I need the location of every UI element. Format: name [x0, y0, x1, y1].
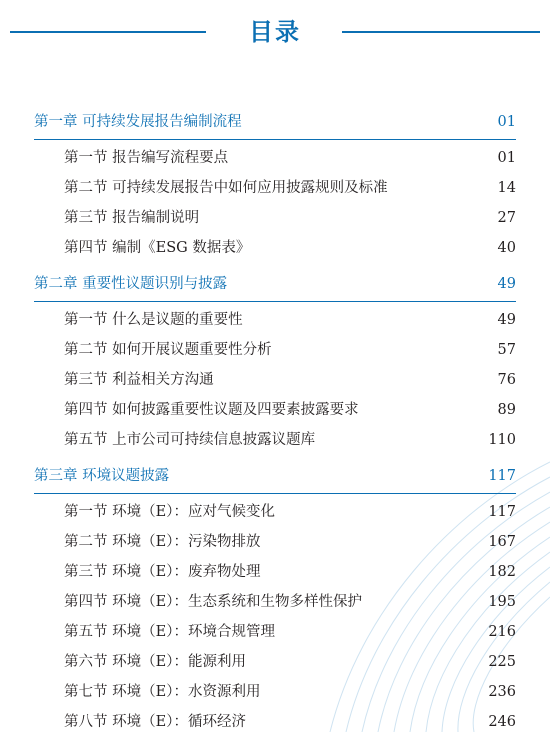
page-title: 目录 [249, 18, 301, 46]
section-title: 第八节 环境（E）：循环经济 [64, 714, 246, 730]
section-page-number: 110 [488, 432, 516, 448]
section-page-number: 117 [488, 504, 516, 520]
section-title: 第三节 利益相关方沟通 [64, 372, 214, 388]
section-page-number: 01 [497, 150, 516, 166]
section-title: 第二节 环境（E）：污染物排放 [64, 534, 261, 550]
section-page-number: 57 [497, 342, 516, 358]
section-title: 第二节 可持续发展报告中如何应用披露规则及标准 [64, 180, 388, 196]
section-page-number: 182 [488, 564, 516, 580]
section-title: 第四节 如何披露重要性议题及四要素披露要求 [64, 402, 359, 418]
toc-header [0, 16, 550, 48]
section-title: 第六节 环境（E）：能源利用 [64, 654, 246, 670]
section-title: 第一节 报告编写流程要点 [64, 150, 229, 166]
section-title: 第二节 如何开展议题重要性分析 [64, 342, 272, 358]
section-page-number: 49 [497, 312, 516, 328]
chapter-title: 第三章 环境议题披露 [34, 468, 170, 484]
section-page-number: 195 [488, 594, 516, 610]
section-page-number: 167 [488, 534, 516, 550]
section-page-number: 225 [488, 654, 516, 670]
toc-section-row[interactable] [34, 233, 516, 263]
chapter-divider [34, 301, 516, 302]
toc-section-row[interactable] [34, 365, 516, 395]
chapter-divider [34, 493, 516, 494]
header-rule-right [342, 31, 540, 33]
section-page-number: 27 [497, 210, 516, 226]
section-title: 第五节 环境（E）：环境合规管理 [64, 624, 275, 640]
toc-section-row[interactable] [34, 557, 516, 587]
section-page-number: 216 [488, 624, 516, 640]
section-title: 第四节 环境（E）：生态系统和生物多样性保护 [64, 594, 362, 610]
chapter-title: 第二章 重要性议题识别与披露 [34, 276, 228, 292]
section-page-number: 246 [488, 714, 516, 730]
toc-section-row[interactable] [34, 587, 516, 617]
table-of-contents [34, 107, 516, 737]
toc-section-row[interactable] [34, 677, 516, 707]
toc-section-row[interactable] [34, 617, 516, 647]
toc-chapter-row[interactable] [34, 107, 516, 137]
toc-chapter-row[interactable] [34, 461, 516, 491]
toc-section-row[interactable] [34, 305, 516, 335]
toc-section-row[interactable] [34, 395, 516, 425]
section-page-number: 14 [497, 180, 516, 196]
toc-section-row[interactable] [34, 203, 516, 233]
toc-section-row[interactable] [34, 647, 516, 677]
section-page-number: 40 [497, 240, 516, 256]
section-title: 第七节 环境（E）：水资源利用 [64, 684, 261, 700]
chapter-page-number: 49 [497, 276, 516, 292]
chapter-page-number: 01 [497, 114, 516, 130]
toc-section-row[interactable] [34, 527, 516, 557]
toc-section-row[interactable] [34, 143, 516, 173]
chapter-title: 第一章 可持续发展报告编制流程 [34, 114, 242, 130]
toc-section-row[interactable] [34, 335, 516, 365]
section-page-number: 89 [497, 402, 516, 418]
section-title: 第一节 什么是议题的重要性 [64, 312, 243, 328]
toc-chapter-row[interactable] [34, 269, 516, 299]
section-title: 第一节 环境（E）：应对气候变化 [64, 504, 275, 520]
section-page-number: 236 [488, 684, 516, 700]
toc-section-row[interactable] [34, 707, 516, 737]
toc-section-row[interactable] [34, 497, 516, 527]
section-title: 第三节 环境（E）：废弃物处理 [64, 564, 261, 580]
section-title: 第三节 报告编制说明 [64, 210, 200, 226]
toc-section-row[interactable] [34, 173, 516, 203]
toc-section-row[interactable] [34, 425, 516, 455]
section-title: 第五节 上市公司可持续信息披露议题库 [64, 432, 316, 448]
chapter-divider [34, 139, 516, 140]
section-page-number: 76 [497, 372, 516, 388]
section-title: 第四节 编制《ESG 数据表》 [64, 240, 251, 256]
chapter-page-number: 117 [488, 468, 516, 484]
